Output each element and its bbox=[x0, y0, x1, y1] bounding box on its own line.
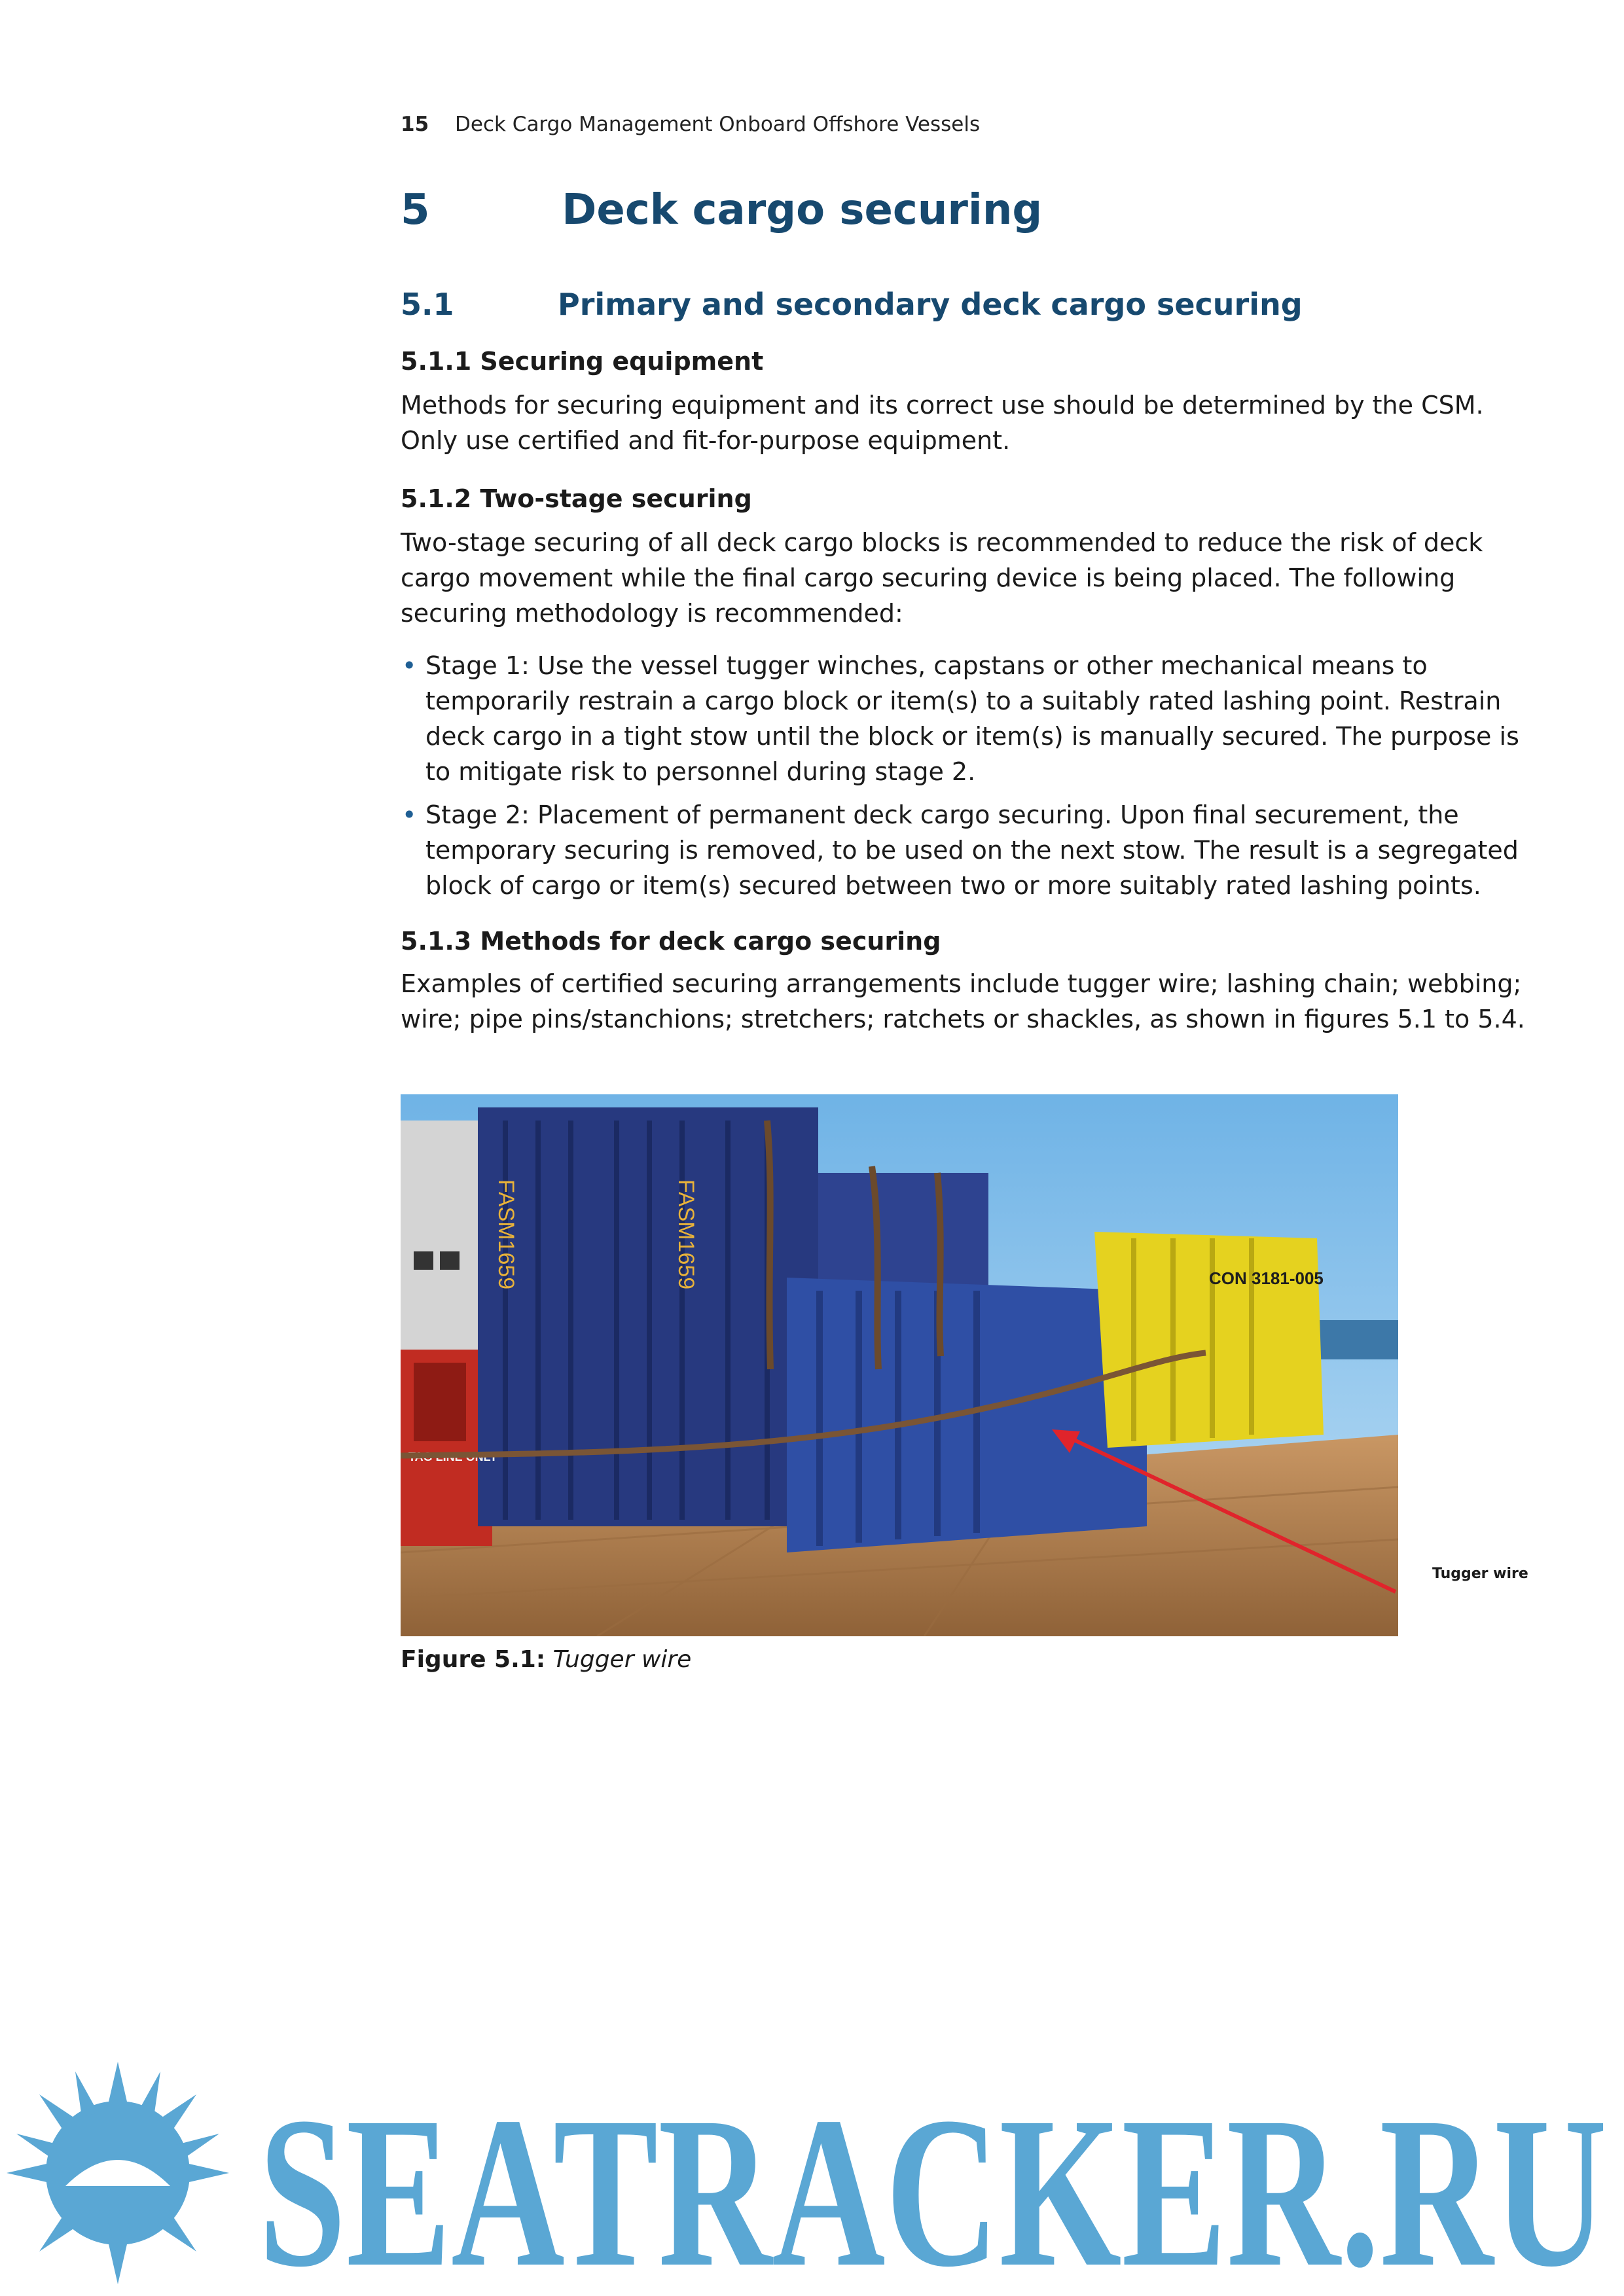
paragraph-methods-securing: Examples of certified securing arrangements include tugger wire; lashing chain; webbing; wire; pipe pins/stanchions; stretchers; ratchets or shackles, as shown in figures 5.1 to 5.4. bbox=[401, 969, 1525, 1033]
yellow-container-id: CON 3181-005 bbox=[1209, 1268, 1324, 1288]
sun-logo-icon bbox=[7, 2062, 229, 2284]
section-number: 5 bbox=[401, 186, 430, 234]
publication-title: Deck Cargo Management Onboard Offshore Vessels bbox=[455, 113, 981, 136]
running-header bbox=[401, 113, 980, 136]
container-id-left: FASM1659 bbox=[494, 1179, 518, 1290]
figure-callout: Tugger wire bbox=[1432, 1566, 1528, 1582]
watermark-text: SEATRACKER.RU bbox=[259, 2073, 1607, 2296]
container-id-right: FASM1659 bbox=[674, 1179, 698, 1290]
bullet-icon: • bbox=[402, 800, 417, 829]
subsection-title: Primary and secondary deck cargo securing bbox=[558, 287, 1303, 322]
figure-photo bbox=[401, 1094, 1398, 1636]
heading-securing-equipment: 5.1.1 Securing equipment bbox=[401, 347, 764, 376]
caption-text: Tugger wire bbox=[552, 1646, 692, 1673]
caption-label: Figure 5.1: bbox=[401, 1646, 546, 1673]
watermark bbox=[0, 2036, 1624, 2296]
list-item bbox=[401, 648, 1526, 789]
paragraph-two-stage-securing: Two-stage securing of all deck cargo blocks is recommended to reduce the risk of deck cargo movement while the final cargo securing device is being placed. The following securing methodology is recommended: bbox=[401, 528, 1483, 628]
list-item bbox=[401, 797, 1526, 903]
section-title: Deck cargo securing bbox=[562, 186, 1043, 234]
subsection-heading bbox=[401, 287, 1303, 322]
stage-list bbox=[401, 648, 1526, 911]
stage-2-text: Stage 2: Placement of permanent deck cargo securing. Upon final securement, the temporary securing is removed, to be used on the next stow. The result is a segregated block of cargo or item(s) secured between two or more suitably rated lashing points. bbox=[425, 800, 1519, 900]
page-number: 15 bbox=[401, 113, 429, 136]
yellow-container bbox=[1094, 1232, 1324, 1448]
subsection-number: 5.1 bbox=[401, 287, 454, 322]
paragraph-securing-equipment: Methods for securing equipment and its correct use should be determined by the CSM. Only use certified and fit-for-purpose equipment. bbox=[401, 391, 1484, 455]
sea bbox=[1317, 1320, 1398, 1359]
tugger-wire-photo bbox=[401, 1094, 1398, 1636]
heading-two-stage-securing: 5.1.2 Two-stage securing bbox=[401, 484, 752, 513]
vessel-superstructure bbox=[401, 1121, 486, 1356]
heading-methods-securing: 5.1.3 Methods for deck cargo securing bbox=[401, 927, 941, 956]
tag-line-marking: TAG LINE ONLY bbox=[408, 1450, 498, 1463]
figure-caption bbox=[401, 1646, 691, 1673]
section-heading bbox=[401, 186, 1042, 234]
stage-1-text: Stage 1: Use the vessel tugger winches, capstans or other mechanical means to temporarily restrain a cargo block or item(s) to a suitably rated lashing point. Restrain deck cargo in a tight stow until the block or item(s) is manually secured. The purpose is to mitigate risk to personnel during stage 2. bbox=[425, 651, 1519, 786]
bullet-icon: • bbox=[402, 651, 417, 680]
